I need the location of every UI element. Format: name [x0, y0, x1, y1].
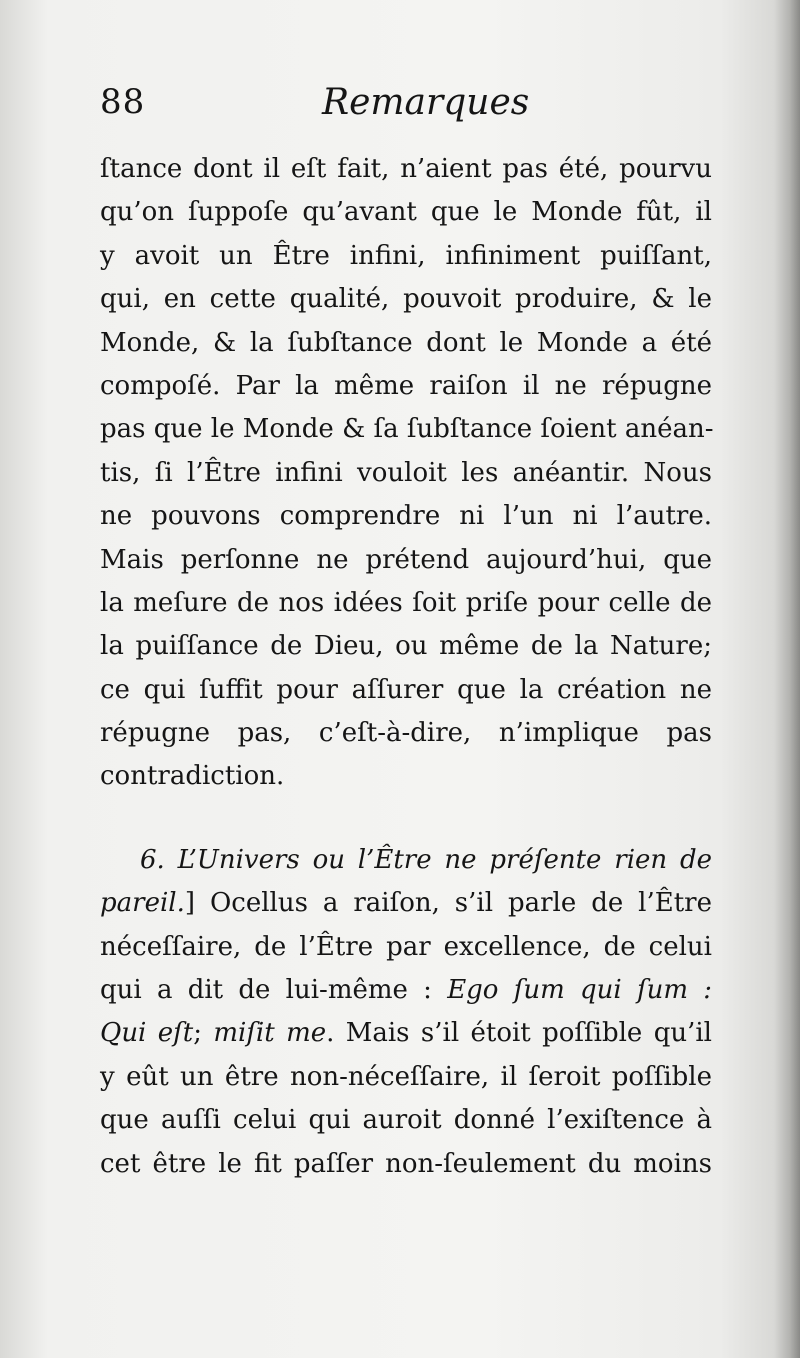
closing-bracket: ] [184, 888, 196, 919]
paragraph-gap [100, 799, 712, 839]
latin-quote: Qui eſt [100, 1018, 194, 1049]
text-line: ce qui ſuffit pour aſſurer que la création ne [100, 674, 712, 705]
text-line: Monde, & la ſubſtance dont le Monde a été [100, 327, 712, 358]
text-line: que auſſi celui qui auroit donné l’exiſtence à [100, 1105, 712, 1136]
text-line: tis, ſi l’Être infini vouloit les anéantir. Nous [100, 457, 712, 488]
text-line: ſtance dont il eſt fait, n’aient pas été, pourvu [100, 154, 712, 184]
text-line: compoſé. Par la même raiſon il ne répugne [100, 370, 712, 401]
text-line [100, 969, 712, 1012]
page-number: 88 [100, 82, 146, 122]
text-segment: qui a dit de lui-même : [100, 975, 448, 1006]
text-line: néceſſaire, de l’Être par excellence, de celui [100, 931, 712, 962]
text-segment: . Mais s’il étoit poſſible qu’il [326, 1018, 712, 1049]
text-segment: ; [193, 1018, 214, 1049]
note-heading-end: pareil. [100, 888, 185, 919]
text-line [100, 882, 712, 925]
page-header [100, 82, 720, 132]
text-line: cet être le fit paſſer non-ſeulement du moins [100, 1148, 712, 1179]
text-line: y eût un être non-néceſſaire, il ſeroit poſſible [100, 1061, 712, 1092]
page-edge-shadow [774, 0, 800, 1358]
text-segment: Ocellus a raiſon, s’il parle de l’Être [195, 888, 712, 919]
note-heading-line: 6. L’Univers ou l’Être ne préſente rien de [140, 844, 712, 875]
text-line: la puiſſance de Dieu, ou même de la Nature; [100, 631, 712, 662]
text-line: Mais perſonne ne prétend aujourd’hui, que [100, 544, 712, 575]
text-line: contradiction. [100, 761, 285, 792]
text-line [100, 1012, 712, 1055]
text-line: ne pouvons comprendre ni l’un ni l’autre. [100, 501, 712, 532]
body-text [100, 148, 712, 1186]
latin-quote: Ego ſum qui ſum : [447, 975, 712, 1006]
latin-quote: miſit me [213, 1018, 327, 1049]
text-line: qui, en cette qualité, pouvoit produire, & le [100, 284, 712, 315]
running-head: Remarques [322, 82, 530, 123]
text-line: y avoit un Être infini, infiniment puiſſant, [100, 240, 712, 271]
text-line: la meſure de nos idées ſoit priſe pour celle de [100, 587, 712, 618]
text-line: pas que le Monde & ſa ſubſtance ſoient anéan- [100, 414, 714, 445]
text-line: répugne pas, c’eſt-à-dire, n’implique pas [100, 718, 712, 749]
text-line: qu’on ſuppoſe qu’avant que le Monde fût, il [100, 197, 712, 228]
